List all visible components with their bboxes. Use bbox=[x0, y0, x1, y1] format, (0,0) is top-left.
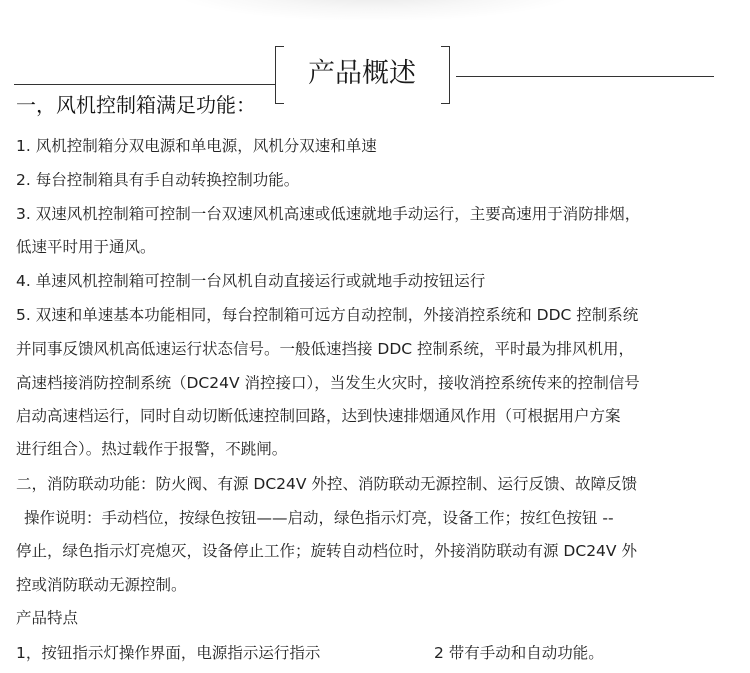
text-line: 操作说明：手动档位，按绿色按钮——启动，绿色指示灯亮，设备工作；按红色按钮 -- bbox=[24, 509, 614, 527]
title-rule-left bbox=[14, 84, 276, 85]
text-line: 控或消防联动无源控制。 bbox=[16, 576, 187, 594]
text-line: 高速档接消防控制系统（DC24V 消控接口），当发生火灾时，接收消控系统传来的控制信号 bbox=[16, 374, 640, 392]
text-line: 低速平时用于通风。 bbox=[16, 238, 156, 256]
text-line: 5. 双速和单速基本功能相同，每台控制箱可远方自动控制，外接消控系统和 DDC 控制系统 bbox=[16, 306, 639, 324]
features-heading: 产品特点 bbox=[16, 609, 79, 627]
text-line: 启动高速档运行，同时自动切断低速控制回路，达到快速排烟通风作用（可根据用户方案 bbox=[16, 407, 621, 425]
text-line: 并同事反馈风机高低速运行状态信号。一般低速挡接 DDC 控制系统，平时最为排风机用， bbox=[16, 340, 635, 358]
text-line: 3. 双速风机控制箱可控制一台双速风机高速或低速就地手动运行，主要高速用于消防排烟， bbox=[16, 205, 641, 223]
text-line: 2. 每台控制箱具有手自动转换控制功能。 bbox=[16, 171, 300, 189]
text-line: 二，消防联动功能：防火阀、有源 DC24V 外控、消防联动无源控制、运行反馈、故障反馈 bbox=[16, 475, 637, 493]
text-line: 停止，绿色指示灯亮熄灭，设备停止工作；旋转自动档位时，外接消防联动有源 DC24V 外 bbox=[16, 542, 637, 560]
text-line: 进行组合）。热过载作于报警，不跳闸。 bbox=[16, 440, 288, 458]
features-line bbox=[16, 640, 736, 666]
title-bracket-right bbox=[441, 46, 450, 104]
function-heading: 一，风机控制箱满足功能： bbox=[16, 93, 256, 117]
section-title: 产品概述 bbox=[308, 58, 416, 89]
top-shadow-decoration bbox=[180, 0, 570, 20]
text-line: 1. 风机控制箱分双电源和单电源，风机分双速和单速 bbox=[16, 137, 377, 155]
title-rule-right bbox=[456, 76, 714, 77]
feature-item-1: 1，按钮指示灯操作界面，电源指示运行指示 bbox=[16, 644, 321, 662]
feature-item-2: 2 带有手动和自动功能。 bbox=[434, 644, 604, 662]
text-line: 4. 单速风机控制箱可控制一台风机自动直接运行或就地手动按钮运行 bbox=[16, 272, 486, 290]
